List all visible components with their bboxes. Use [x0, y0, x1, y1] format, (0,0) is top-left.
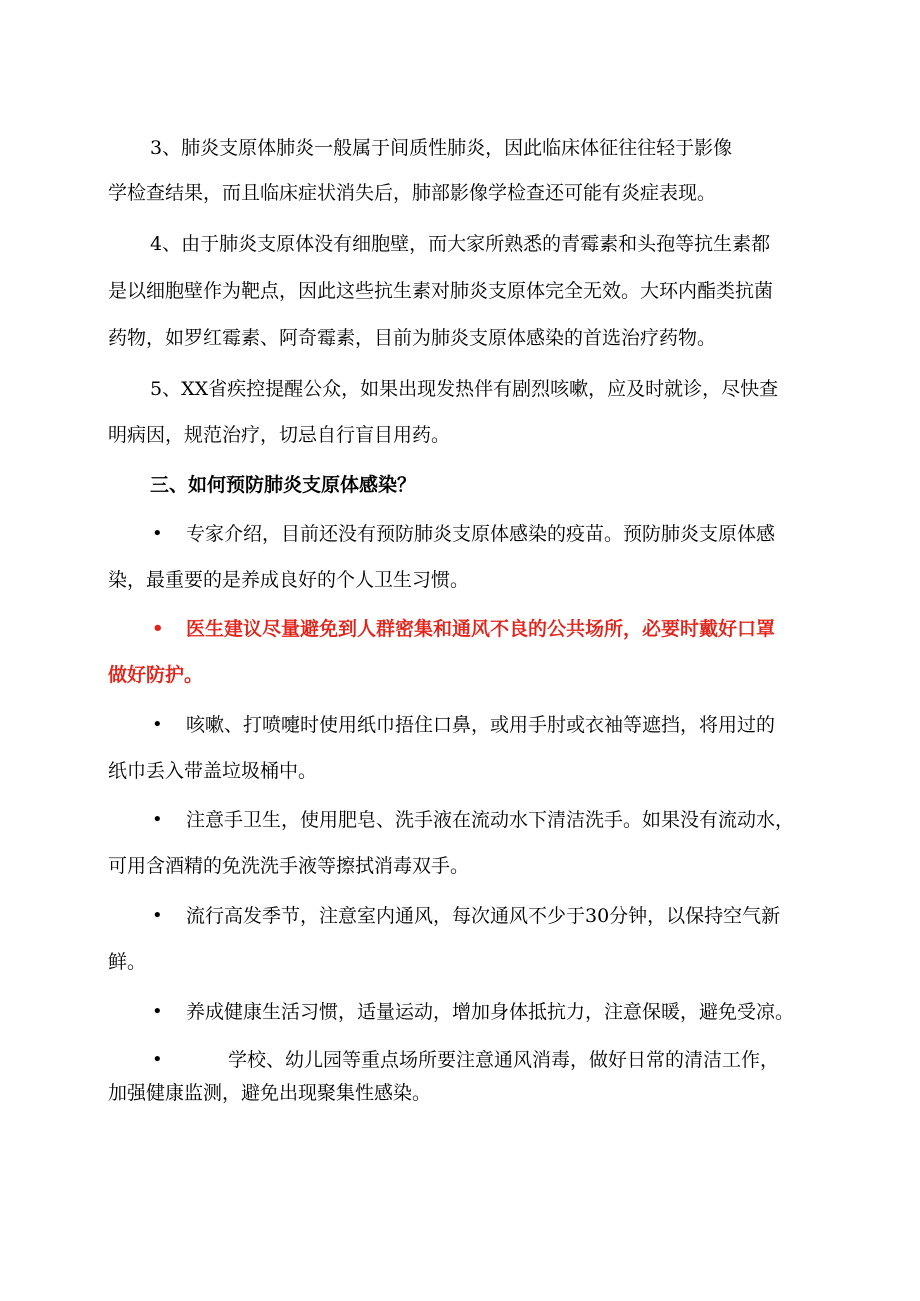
- bullet-3-line-2: 纸巾丢入带盖垃圾桶中。: [108, 760, 318, 782]
- bullet-7-line-1: 学校、幼儿园等重点场所要注意通风消毒，做好日常的清洁工作，: [228, 1049, 780, 1071]
- paragraph-4-line-2: 是以细胞壁作为靶点，因此这些抗生素对肺炎支原体完全无效。大环内酯类抗菌: [108, 280, 774, 302]
- bullet-2-line-1: 医生建议尽量避免到人群密集和通风不良的公共场所，必要时戴好口罩: [186, 618, 776, 640]
- paragraph-3-line-2: 学检查结果，而且临床症状消失后，肺部影像学检查还可能有炎症表现。: [108, 182, 717, 204]
- paragraph-3-line-1: 3、肺炎支原体肺炎一般属于间质性肺炎，因此临床体征往往轻于影像: [150, 137, 733, 159]
- bullet-1-line-1: 专家介绍，目前还没有预防肺炎支原体感染的疫苗。预防肺炎支原体感: [186, 523, 776, 545]
- paragraph-4-line-1: 4、由于肺炎支原体没有细胞壁，而大家所熟悉的青霉素和头孢等抗生素都: [150, 233, 771, 255]
- bullet-5-line-2: 鲜。: [108, 951, 147, 973]
- bullet-marker: •: [152, 1001, 163, 1022]
- bullet-marker: •: [152, 618, 164, 639]
- bullet-1-line-2: 染，最重要的是养成良好的个人卫生习惯。: [108, 569, 470, 591]
- bullet-marker: •: [152, 523, 163, 544]
- bullet-7-line-2: 加强健康监测，避免出现聚集性感染。: [108, 1082, 432, 1104]
- bullet-marker: •: [152, 1049, 163, 1070]
- bullet-5-line-1: 流行高发季节，注意室内通风，每次通风不少于30分钟，以保持空气新: [186, 905, 781, 927]
- bullet-marker: •: [152, 905, 163, 926]
- paragraph-5-line-1: 5、XX省疾控提醒公众，如果出现发热伴有剧烈咳嗽，应及时就诊，尽快查: [150, 378, 779, 400]
- bullet-marker: •: [152, 809, 163, 830]
- bullet-2-line-2: 做好防护。: [108, 664, 204, 686]
- bullet-marker: •: [152, 714, 163, 735]
- paragraph-4-line-3: 药物，如罗红霉素、阿奇霉素，目前为肺炎支原体感染的首选治疗药物。: [108, 327, 717, 349]
- bullet-4-line-2: 可用含酒精的免洗洗手液等擦拭消毒双手。: [108, 855, 470, 877]
- bullet-6-line-1: 养成健康生活习惯，适量运动，增加身体抵抗力，注意保暖，避免受凉。: [186, 1001, 795, 1023]
- paragraph-5-line-2: 明病因，规范治疗，切忌自行盲目用药。: [108, 424, 451, 446]
- bullet-4-line-1: 注意手卫生，使用肥皂、洗手液在流动水下清洁洗手。如果没有流动水，: [186, 809, 795, 831]
- bullet-3-line-1: 咳嗽、打喷嚏时使用纸巾捂住口鼻，或用手肘或衣袖等遮挡，将用过的: [186, 714, 776, 736]
- section-heading: 三、如何预防肺炎支原体感染？: [150, 474, 417, 496]
